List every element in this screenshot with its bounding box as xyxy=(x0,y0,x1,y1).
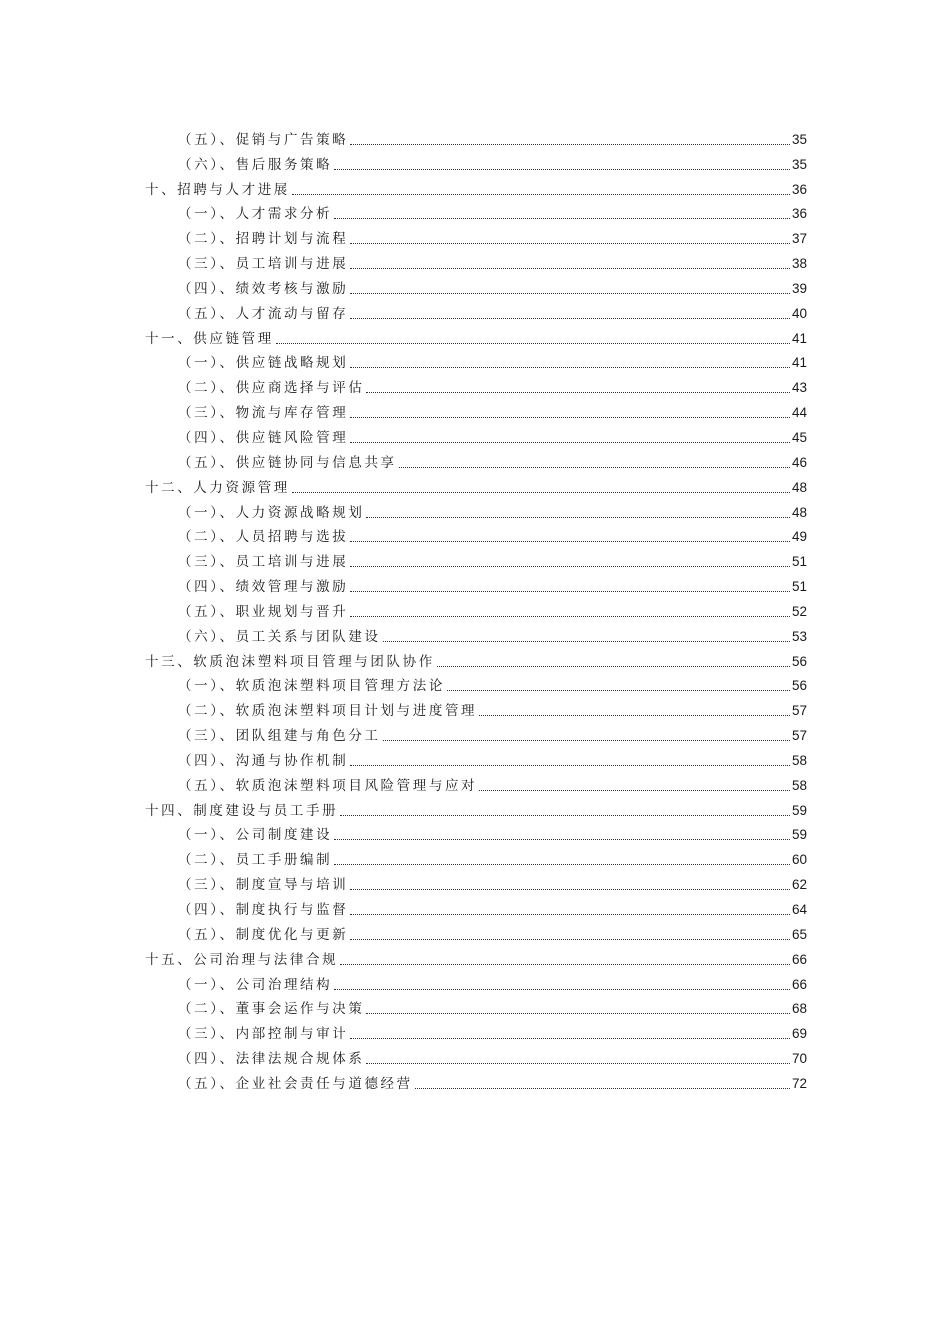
toc-chapter-row[interactable] xyxy=(145,796,807,821)
toc-section-row[interactable] xyxy=(145,870,807,895)
toc-section-row[interactable] xyxy=(145,448,807,473)
toc-page-number: 59 xyxy=(791,827,807,843)
toc-section-row[interactable] xyxy=(145,920,807,945)
toc-page-number: 35 xyxy=(791,156,807,172)
toc-entry-title: 十五、公司治理与法律合规 xyxy=(145,951,339,968)
toc-page-number: 46 xyxy=(791,454,807,470)
toc-section-row[interactable] xyxy=(145,746,807,771)
toc-dot-leader xyxy=(334,169,790,170)
toc-dot-leader xyxy=(334,864,790,865)
toc-dot-leader xyxy=(350,541,790,542)
toc-entry-title: （四）、法律法规合规体系 xyxy=(178,1051,365,1068)
toc-chapter-row[interactable] xyxy=(145,647,807,672)
toc-page-number: 45 xyxy=(791,429,807,445)
toc-dot-leader xyxy=(350,268,790,269)
toc-page-number: 48 xyxy=(791,479,807,495)
toc-dot-leader xyxy=(437,666,790,667)
toc-page-number: 57 xyxy=(791,703,807,719)
toc-entry-title: （二）、员工手册编制 xyxy=(178,852,333,869)
toc-entry-title: （四）、制度执行与监督 xyxy=(178,902,349,918)
toc-dot-leader xyxy=(350,765,790,766)
toc-entry-title: （一）、软质泡沫塑料项目管理方法论 xyxy=(178,678,445,695)
toc-page-number: 72 xyxy=(791,1075,807,1091)
toc-section-row[interactable] xyxy=(145,547,807,572)
toc-section-row[interactable] xyxy=(145,249,807,274)
toc-entry-title: （五）、人才流动与留存 xyxy=(178,305,349,322)
toc-dot-leader xyxy=(350,318,790,319)
toc-page-number: 43 xyxy=(791,380,807,396)
toc-section-row[interactable] xyxy=(145,995,807,1020)
toc-section-row[interactable] xyxy=(145,771,807,796)
toc-dot-leader xyxy=(334,839,790,840)
toc-section-row[interactable] xyxy=(145,423,807,448)
toc-dot-leader xyxy=(447,690,790,691)
toc-page-number: 69 xyxy=(791,1026,807,1042)
toc-page-number: 48 xyxy=(791,504,807,520)
toc-dot-leader xyxy=(350,616,790,617)
toc-page-number: 53 xyxy=(791,628,807,644)
toc-page-number: 70 xyxy=(791,1051,807,1067)
toc-entry-title: （四）、绩效考核与激励 xyxy=(178,280,349,297)
toc-section-row[interactable] xyxy=(145,523,807,548)
toc-dot-leader xyxy=(350,367,790,368)
toc-entry-title: （二）、软质泡沫塑料项目计划与进度管理 xyxy=(178,703,478,720)
toc-page-number: 56 xyxy=(791,653,807,669)
toc-section-row[interactable] xyxy=(145,498,807,523)
toc-page-number: 51 xyxy=(791,554,807,570)
toc-entry-title: （五）、企业社会责任与道德经营 xyxy=(178,1075,413,1092)
toc-entry-title: （五）、制度优化与更新 xyxy=(178,926,349,943)
toc-page-number: 52 xyxy=(791,603,807,619)
toc-page-number: 59 xyxy=(791,802,807,818)
toc-dot-leader xyxy=(292,492,790,493)
toc-entry-title: 十二、人力资源管理 xyxy=(145,479,290,496)
toc-dot-leader xyxy=(350,442,790,443)
toc-page-number: 35 xyxy=(791,131,807,147)
toc-entry-title: （三）、团队组建与角色分工 xyxy=(178,728,381,745)
toc-section-row[interactable] xyxy=(145,150,807,175)
toc-page-number: 44 xyxy=(791,405,807,421)
toc-page-number: 36 xyxy=(791,181,807,197)
toc-dot-leader xyxy=(350,144,790,145)
toc-section-row[interactable] xyxy=(145,821,807,846)
toc-section-row[interactable] xyxy=(145,1019,807,1044)
toc-section-row[interactable] xyxy=(145,597,807,622)
toc-entry-title: （三）、员工培训与进展 xyxy=(178,554,349,571)
toc-entry-title: （四）、沟通与协作机制 xyxy=(178,752,349,769)
toc-dot-leader xyxy=(479,790,790,791)
toc-dot-leader xyxy=(399,467,790,468)
toc-dot-leader xyxy=(334,218,790,219)
toc-section-row[interactable] xyxy=(145,224,807,249)
toc-entry-title: （四）、绩效管理与激励 xyxy=(178,579,349,596)
toc-entry-title: （一）、公司制度建设 xyxy=(178,827,333,844)
toc-section-row[interactable] xyxy=(145,373,807,398)
toc-entry-title: （六）、售后服务策略 xyxy=(178,156,333,173)
toc-dot-leader xyxy=(383,641,790,642)
toc-section-row[interactable] xyxy=(145,721,807,746)
toc-entry-title: （五）、供应链协同与信息共享 xyxy=(178,454,397,471)
toc-section-row[interactable] xyxy=(145,398,807,423)
toc-entry-title: （一）、人才需求分析 xyxy=(178,206,333,223)
toc-section-row[interactable] xyxy=(145,622,807,647)
toc-entry-title: （二）、董事会运作与决策 xyxy=(178,1001,365,1018)
toc-page-number: 38 xyxy=(791,256,807,272)
toc-page-number: 39 xyxy=(791,280,807,296)
toc-chapter-row[interactable] xyxy=(145,324,807,349)
toc-dot-leader xyxy=(479,715,790,716)
toc-entry-title: 十、招聘与人才进展 xyxy=(145,181,290,198)
toc-page-number: 66 xyxy=(791,951,807,967)
toc-dot-leader xyxy=(350,243,790,244)
toc-dot-leader xyxy=(350,939,790,940)
toc-page-number: 57 xyxy=(791,728,807,744)
toc-entry-title: （三）、员工培训与进展 xyxy=(178,256,349,273)
toc-page-number: 66 xyxy=(791,976,807,992)
toc-entry-title: （四）、供应链风险管理 xyxy=(178,429,349,446)
toc-section-row[interactable] xyxy=(145,845,807,870)
toc-page-number: 65 xyxy=(791,926,807,942)
toc-section-row[interactable] xyxy=(145,349,807,374)
toc-dot-leader xyxy=(366,517,790,518)
toc-entry-title: 十三、软质泡沫塑料项目管理与团队协作 xyxy=(145,653,435,670)
toc-dot-leader xyxy=(350,293,790,294)
toc-section-row[interactable] xyxy=(145,125,807,150)
toc-entry-title: 十一、供应链管理 xyxy=(145,330,274,347)
toc-dot-leader xyxy=(340,964,790,965)
table-of-contents xyxy=(145,125,807,1094)
toc-dot-leader xyxy=(415,1088,790,1089)
toc-page-number: 49 xyxy=(791,529,807,545)
toc-entry-title: （五）、促销与广告策略 xyxy=(178,131,349,148)
toc-section-row[interactable] xyxy=(145,1044,807,1069)
toc-section-row[interactable] xyxy=(145,1069,807,1094)
toc-dot-leader xyxy=(366,392,790,393)
toc-section-row[interactable] xyxy=(145,274,807,299)
toc-dot-leader xyxy=(350,417,790,418)
toc-dot-leader xyxy=(366,1013,790,1014)
toc-entry-title: （三）、内部控制与审计 xyxy=(178,1026,349,1043)
toc-page-number: 58 xyxy=(791,752,807,768)
toc-page-number: 62 xyxy=(791,877,807,893)
toc-dot-leader xyxy=(350,566,790,567)
toc-section-row[interactable] xyxy=(145,696,807,721)
toc-dot-leader xyxy=(350,1038,790,1039)
toc-section-row[interactable] xyxy=(145,299,807,324)
toc-entry-title: （一）、公司治理结构 xyxy=(178,976,333,993)
toc-dot-leader xyxy=(334,989,790,990)
toc-section-row[interactable] xyxy=(145,572,807,597)
toc-section-row[interactable] xyxy=(145,200,807,225)
toc-dot-leader xyxy=(350,889,790,890)
toc-section-row[interactable] xyxy=(145,970,807,995)
toc-page-number: 37 xyxy=(791,231,807,247)
toc-entry-title: （一）、人力资源战略规划 xyxy=(178,504,365,521)
toc-page-number: 58 xyxy=(791,777,807,793)
toc-page-number: 41 xyxy=(791,355,807,371)
toc-entry-title: （一）、供应链战略规划 xyxy=(178,355,349,372)
toc-dot-leader xyxy=(350,591,790,592)
toc-entry-title: （五）、职业规划与晋升 xyxy=(178,603,349,620)
toc-page-number: 60 xyxy=(791,852,807,868)
toc-section-row[interactable] xyxy=(145,895,807,920)
toc-entry-title: （二）、供应商选择与评估 xyxy=(178,380,365,397)
toc-section-row[interactable] xyxy=(145,672,807,697)
toc-page-number: 41 xyxy=(791,330,807,346)
toc-dot-leader xyxy=(276,343,790,344)
toc-dot-leader xyxy=(383,740,790,741)
toc-page-number: 64 xyxy=(791,902,807,917)
toc-chapter-row[interactable] xyxy=(145,945,807,970)
toc-entry-title: （六）、员工关系与团队建设 xyxy=(178,628,381,645)
toc-entry-title: （五）、软质泡沫塑料项目风险管理与应对 xyxy=(178,777,478,794)
toc-page-number: 40 xyxy=(791,305,807,321)
toc-page-number: 56 xyxy=(791,678,807,694)
toc-dot-leader xyxy=(366,1063,790,1064)
toc-page-number: 51 xyxy=(791,579,807,595)
toc-chapter-row[interactable] xyxy=(145,175,807,200)
toc-page-number: 68 xyxy=(791,1001,807,1017)
toc-dot-leader xyxy=(340,815,790,816)
toc-entry-title: （三）、物流与库存管理 xyxy=(178,405,349,422)
toc-entry-title: （二）、人员招聘与选拔 xyxy=(178,529,349,546)
toc-dot-leader xyxy=(292,194,790,195)
toc-page-number: 36 xyxy=(791,206,807,222)
toc-entry-title: （三）、制度宣导与培训 xyxy=(178,877,349,894)
toc-entry-title: （二）、招聘计划与流程 xyxy=(178,231,349,248)
toc-entry-title: 十四、制度建设与员工手册 xyxy=(145,802,339,819)
toc-dot-leader xyxy=(350,914,790,915)
toc-chapter-row[interactable] xyxy=(145,473,807,498)
